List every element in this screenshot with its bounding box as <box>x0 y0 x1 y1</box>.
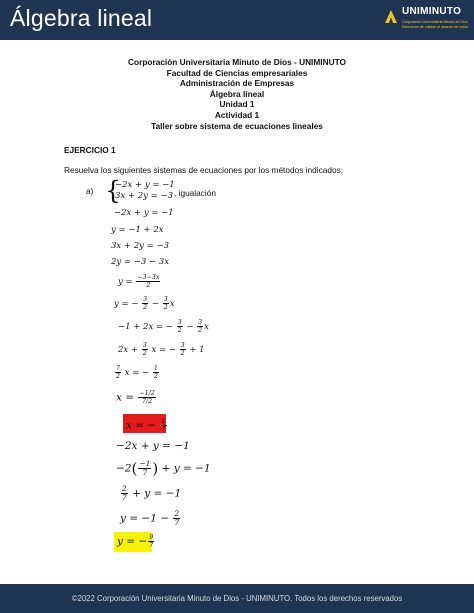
activity-line: Actividad 1 <box>214 109 260 120</box>
step-14-num: 2 <box>122 484 127 493</box>
step-10 <box>116 390 157 405</box>
step-7-fraction-1 <box>177 319 183 334</box>
step-16-lhs: y = − <box>117 535 148 548</box>
step-5-lhs: y = <box>118 277 133 287</box>
step-11-den: 7 <box>161 426 166 433</box>
step-7-f2-num: 3 <box>198 319 203 326</box>
step-15-fraction <box>173 510 180 527</box>
method-label: , igualación <box>174 188 216 198</box>
step-13-num: −1 <box>139 459 151 468</box>
step-11-fraction <box>161 418 167 433</box>
step-2: y = −1 + 2x <box>111 225 164 235</box>
step-13-close-paren: ) <box>152 459 159 478</box>
step-6-f2-den: 2 <box>163 304 168 311</box>
step-8-f1-den: 2 <box>142 350 147 357</box>
step-5 <box>118 274 161 289</box>
step-8-lhs: 2x + <box>118 345 139 355</box>
step-16-den: 7 <box>149 542 154 549</box>
step-10-num: −1/2 <box>139 390 155 397</box>
system-brace: { <box>105 176 121 205</box>
step-7-minus: − <box>186 322 194 332</box>
exercise-instruction: Resuelva los siguientes sistemas de ecuaciones por los métodos indicados: <box>64 165 344 175</box>
logo-mark-icon <box>382 8 400 26</box>
step-7-f1-num: 3 <box>177 319 182 326</box>
step-14-den: 7 <box>122 493 127 503</box>
step-7-fraction-2 <box>197 319 203 334</box>
step-5-den: 2 <box>136 281 160 289</box>
header-banner <box>0 0 474 40</box>
step-6-f1-den: 2 <box>143 304 148 311</box>
item-label: a) <box>86 186 94 196</box>
system-equation-2: 3x + 2y = −3 <box>115 191 173 201</box>
step-11-x-result <box>126 418 168 433</box>
step-8-tail: + 1 <box>189 345 205 355</box>
course-line: Álgebra lineal <box>209 88 265 99</box>
page-title: Álgebra lineal <box>10 5 153 31</box>
step-14-rhs: + y = −1 <box>132 487 182 500</box>
uniminuto-logo <box>382 6 468 34</box>
step-8-fraction-1 <box>142 342 148 357</box>
step-9-f1-den: 2 <box>116 373 121 380</box>
step-9 <box>114 365 160 380</box>
step-9-fraction-2 <box>153 365 159 380</box>
step-8-fraction-2 <box>180 342 186 357</box>
unit-line: Unidad 1 <box>219 99 255 110</box>
step-8 <box>118 342 205 357</box>
step-13 <box>116 460 211 477</box>
step-9-mid: x = − <box>124 368 150 378</box>
step-6-var: x <box>169 299 175 309</box>
step-11-num: 1 <box>161 418 166 425</box>
step-10-complex-fraction <box>138 390 155 405</box>
step-8-f2-den: 2 <box>180 350 185 357</box>
system-equation-1: −2x + y = −1 <box>115 180 175 190</box>
workshop-line: Taller sobre sistema de ecuaciones lineales <box>151 120 323 131</box>
logo-subtitle: Corporación Universitaria Minuto de Dios <box>402 20 468 24</box>
step-6-f2-num: 3 <box>163 296 168 303</box>
step-13-coef: −2 <box>116 462 132 475</box>
logo-tagline: Educación de calidad al alcance de todos <box>402 25 469 29</box>
step-6-lhs: y = − <box>114 299 139 309</box>
document-heading <box>0 57 474 131</box>
step-6-minus: − <box>151 299 159 309</box>
step-7-f2-den: 2 <box>198 327 203 334</box>
step-13-open-paren: ( <box>131 459 138 478</box>
step-15-num: 2 <box>174 509 180 518</box>
step-6 <box>114 296 175 311</box>
step-6-f1-num: 3 <box>143 296 148 303</box>
step-7 <box>118 319 209 334</box>
step-9-f2-den: 2 <box>153 373 158 380</box>
step-14 <box>120 485 181 502</box>
step-16-num: 9 <box>149 534 154 541</box>
step-14-fraction <box>121 485 128 502</box>
step-13-rhs: + y = −1 <box>161 462 211 475</box>
exercise-title: EJERCICIO 1 <box>64 145 116 155</box>
step-15 <box>120 510 181 527</box>
step-16-fraction <box>148 534 154 549</box>
step-6-fraction-2 <box>163 296 169 311</box>
step-6-fraction-1 <box>142 296 148 311</box>
copyright-text: ©2022 Corporación Universitaria Minuto de Dios - UNIMINUTO. Todos los derechos reservados <box>71 594 403 603</box>
step-7-lhs: −1 + 2x = − <box>118 322 173 332</box>
step-10-lhs: x = <box>116 391 135 404</box>
program-line: Administración de Empresas <box>179 78 295 89</box>
institution-line: Corporación Universitaria Minuto de Dios - UNIMINUTO <box>128 57 346 67</box>
step-9-f2-num: 1 <box>153 365 158 372</box>
footer-banner <box>0 584 474 613</box>
step-9-f1-num: 7 <box>116 365 121 372</box>
step-15-lhs: y = −1 − <box>120 512 170 525</box>
faculty-line: Facultad de Ciencias empresariales <box>166 67 308 78</box>
step-13-fraction <box>138 460 151 477</box>
step-3: 3x + 2y = −3 <box>111 241 169 251</box>
step-10-den: 7/2 <box>138 397 155 405</box>
step-12: −2x + y = −1 <box>116 440 190 452</box>
step-4: 2y = −3 − 3x <box>111 257 169 267</box>
logo-name: UNIMINUTO <box>402 6 462 17</box>
step-7-f1-den: 2 <box>177 327 182 334</box>
step-5-num: −3−3x <box>137 274 160 281</box>
step-8-f1-num: 3 <box>142 342 147 349</box>
step-16-y-result <box>117 534 155 549</box>
step-11-lhs: x = − <box>126 419 157 432</box>
step-8-mid: x = − <box>151 345 176 355</box>
step-13-den: 7 <box>138 468 151 477</box>
step-1: −2x + y = −1 <box>114 208 174 218</box>
step-7-var: x <box>204 322 209 332</box>
step-8-f2-num: 3 <box>180 342 185 349</box>
step-9-fraction-1 <box>115 365 121 380</box>
step-15-den: 7 <box>174 518 180 528</box>
step-5-fraction <box>136 274 160 289</box>
